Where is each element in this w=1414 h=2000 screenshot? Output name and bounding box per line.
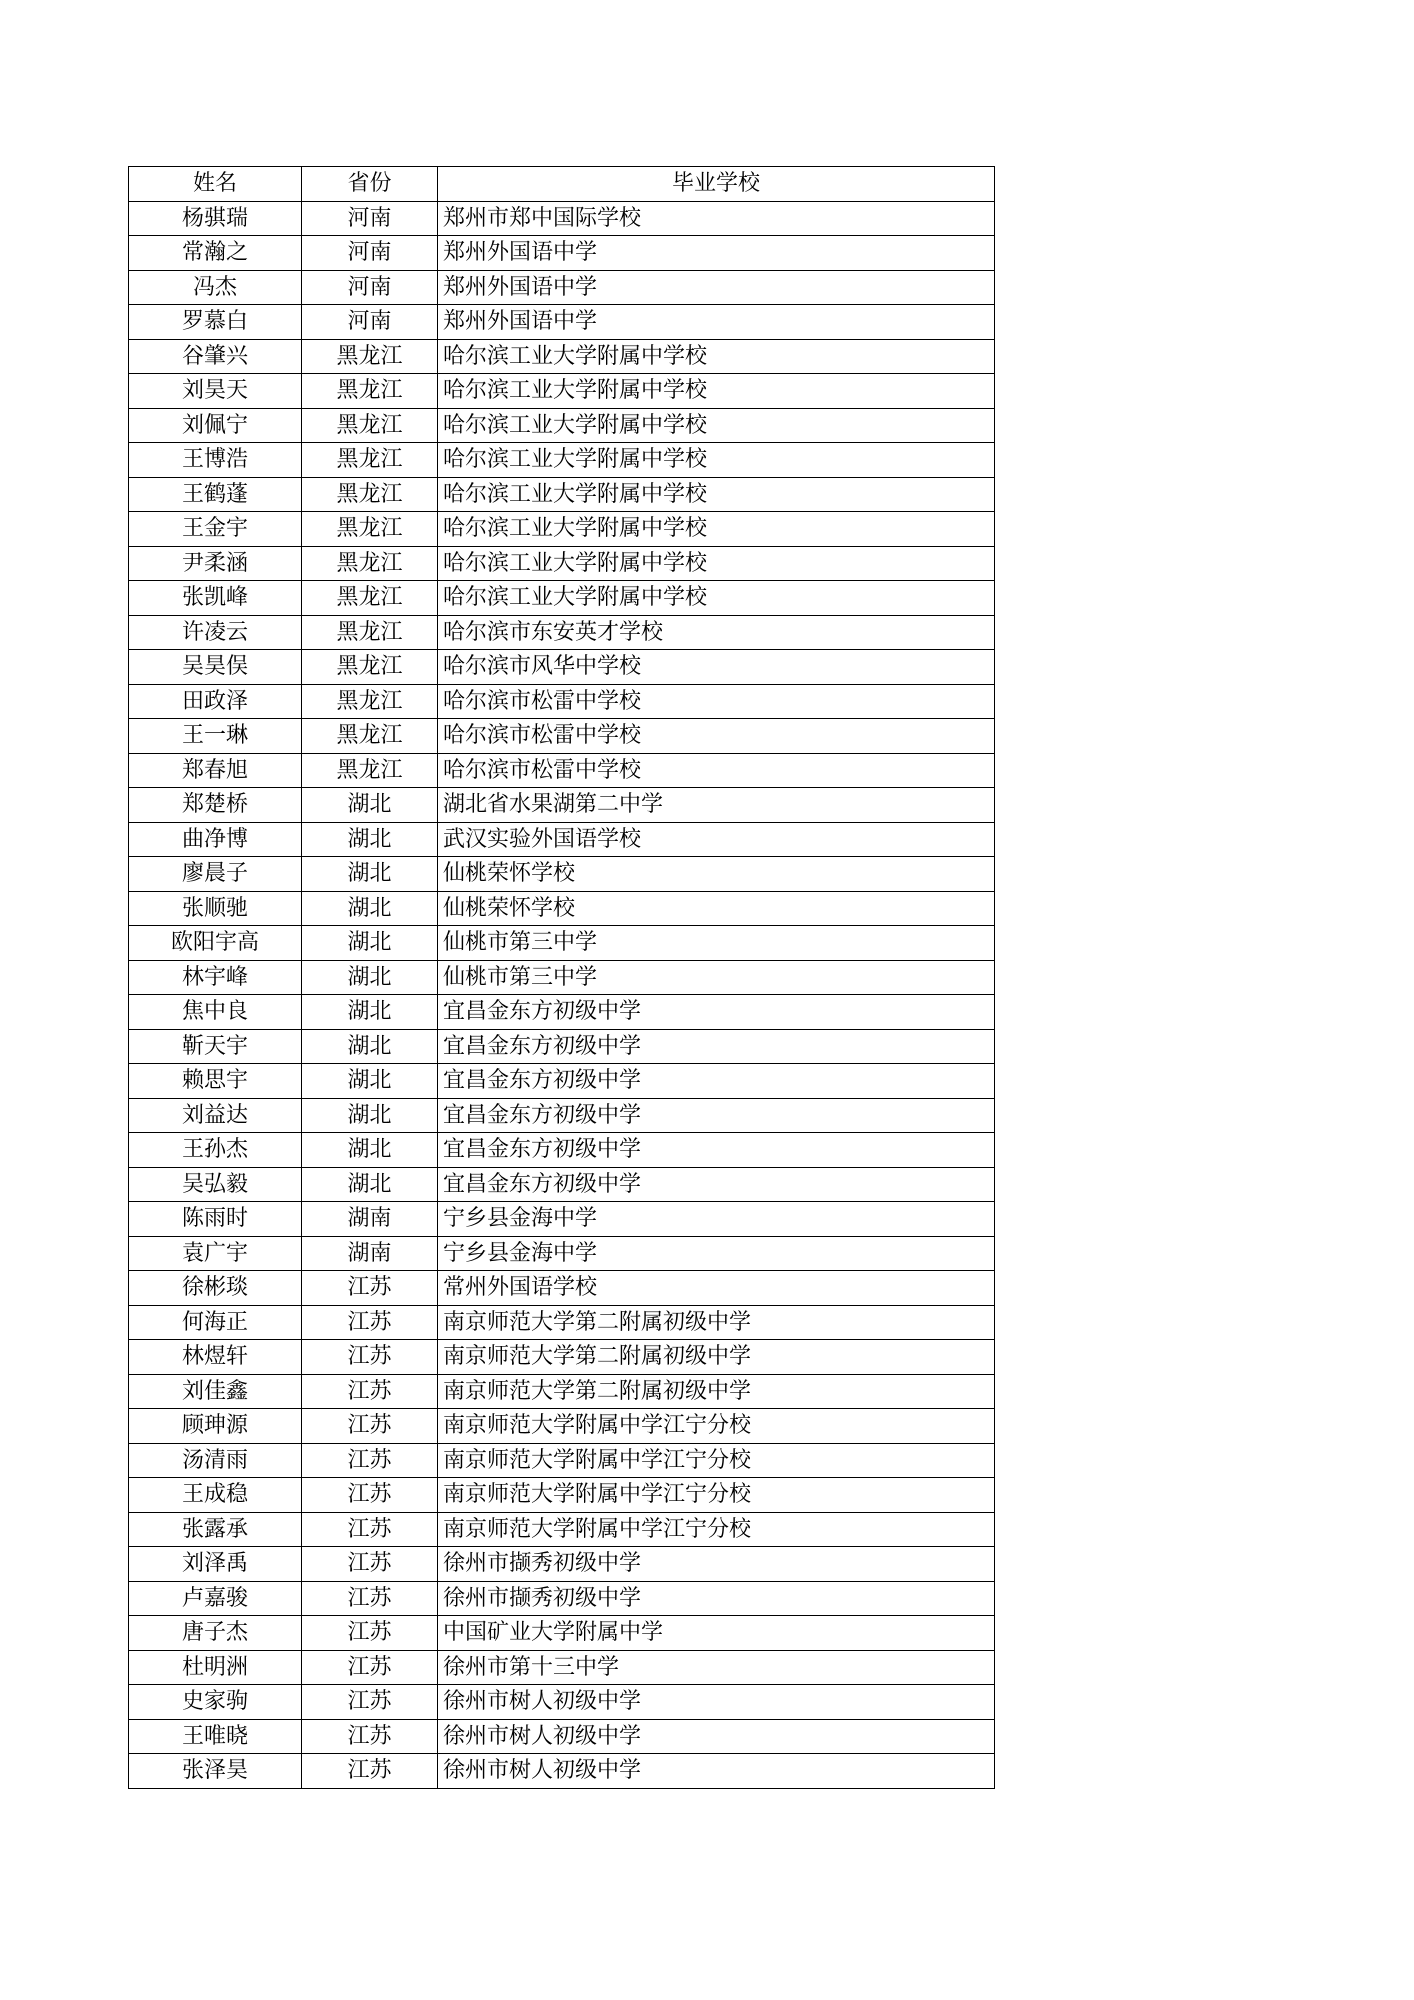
cell-name: 张凯峰 bbox=[129, 581, 302, 616]
cell-name: 冯杰 bbox=[129, 270, 302, 305]
cell-name: 王一琳 bbox=[129, 719, 302, 754]
cell-school: 哈尔滨市风华中学校 bbox=[438, 650, 995, 685]
cell-province: 湖北 bbox=[302, 1064, 438, 1099]
table-row bbox=[129, 1616, 995, 1651]
table-row bbox=[129, 926, 995, 961]
cell-name: 郑春旭 bbox=[129, 753, 302, 788]
table-row bbox=[129, 1754, 995, 1789]
cell-name: 杜明洲 bbox=[129, 1650, 302, 1685]
table-row bbox=[129, 1374, 995, 1409]
cell-province: 河南 bbox=[302, 270, 438, 305]
cell-province: 江苏 bbox=[302, 1478, 438, 1513]
cell-province: 湖南 bbox=[302, 1202, 438, 1237]
table-row bbox=[129, 753, 995, 788]
cell-name: 汤清雨 bbox=[129, 1443, 302, 1478]
cell-school: 宁乡县金海中学 bbox=[438, 1236, 995, 1271]
table-row bbox=[129, 1236, 995, 1271]
cell-school: 哈尔滨市松雷中学校 bbox=[438, 719, 995, 754]
table-row bbox=[129, 512, 995, 547]
table-row bbox=[129, 1650, 995, 1685]
cell-name: 郑楚桥 bbox=[129, 788, 302, 823]
table-row bbox=[129, 684, 995, 719]
cell-school: 南京师范大学第二附属初级中学 bbox=[438, 1305, 995, 1340]
cell-name: 刘益达 bbox=[129, 1098, 302, 1133]
cell-school: 徐州市树人初级中学 bbox=[438, 1754, 995, 1789]
cell-name: 田政泽 bbox=[129, 684, 302, 719]
cell-province: 湖北 bbox=[302, 822, 438, 857]
cell-province: 江苏 bbox=[302, 1650, 438, 1685]
table-row bbox=[129, 995, 995, 1030]
table-row bbox=[129, 408, 995, 443]
cell-province: 黑龙江 bbox=[302, 581, 438, 616]
table-row bbox=[129, 650, 995, 685]
table-row bbox=[129, 1202, 995, 1237]
cell-school: 南京师范大学第二附属初级中学 bbox=[438, 1374, 995, 1409]
cell-province: 黑龙江 bbox=[302, 374, 438, 409]
cell-province: 河南 bbox=[302, 305, 438, 340]
cell-name: 赖思宇 bbox=[129, 1064, 302, 1099]
cell-name: 刘泽禹 bbox=[129, 1547, 302, 1582]
cell-name: 刘昊天 bbox=[129, 374, 302, 409]
cell-name: 史家驹 bbox=[129, 1685, 302, 1720]
cell-school: 湖北省水果湖第二中学 bbox=[438, 788, 995, 823]
cell-school: 宜昌金东方初级中学 bbox=[438, 1064, 995, 1099]
cell-school: 哈尔滨市松雷中学校 bbox=[438, 753, 995, 788]
cell-school: 郑州外国语中学 bbox=[438, 305, 995, 340]
cell-name: 徐彬琰 bbox=[129, 1271, 302, 1306]
column-header-province: 省份 bbox=[302, 167, 438, 202]
cell-province: 湖北 bbox=[302, 1029, 438, 1064]
cell-school: 南京师范大学附属中学江宁分校 bbox=[438, 1409, 995, 1444]
cell-school: 徐州市撷秀初级中学 bbox=[438, 1547, 995, 1582]
cell-province: 江苏 bbox=[302, 1512, 438, 1547]
cell-school: 哈尔滨工业大学附属中学校 bbox=[438, 408, 995, 443]
table-row bbox=[129, 581, 995, 616]
cell-school: 南京师范大学附属中学江宁分校 bbox=[438, 1512, 995, 1547]
cell-school: 武汉实验外国语学校 bbox=[438, 822, 995, 857]
table-row bbox=[129, 1133, 995, 1168]
cell-name: 刘佩宁 bbox=[129, 408, 302, 443]
cell-name: 张泽昊 bbox=[129, 1754, 302, 1789]
table-row bbox=[129, 1098, 995, 1133]
cell-province: 黑龙江 bbox=[302, 650, 438, 685]
cell-school: 仙桃荣怀学校 bbox=[438, 891, 995, 926]
cell-province: 黑龙江 bbox=[302, 719, 438, 754]
cell-province: 江苏 bbox=[302, 1340, 438, 1375]
table-body bbox=[129, 201, 995, 1788]
table-row bbox=[129, 1581, 995, 1616]
cell-province: 黑龙江 bbox=[302, 443, 438, 478]
table-row bbox=[129, 960, 995, 995]
cell-name: 尹柔涵 bbox=[129, 546, 302, 581]
cell-name: 吴昊俣 bbox=[129, 650, 302, 685]
cell-province: 湖北 bbox=[302, 857, 438, 892]
cell-school: 宜昌金东方初级中学 bbox=[438, 995, 995, 1030]
cell-province: 江苏 bbox=[302, 1685, 438, 1720]
table-row bbox=[129, 1340, 995, 1375]
table-row bbox=[129, 1547, 995, 1582]
cell-school: 宜昌金东方初级中学 bbox=[438, 1167, 995, 1202]
cell-school: 宜昌金东方初级中学 bbox=[438, 1133, 995, 1168]
cell-name: 曲净博 bbox=[129, 822, 302, 857]
cell-province: 江苏 bbox=[302, 1719, 438, 1754]
cell-school: 郑州外国语中学 bbox=[438, 236, 995, 271]
cell-name: 王鹤蓬 bbox=[129, 477, 302, 512]
cell-province: 湖北 bbox=[302, 926, 438, 961]
table-row bbox=[129, 615, 995, 650]
cell-school: 仙桃市第三中学 bbox=[438, 960, 995, 995]
cell-school: 宜昌金东方初级中学 bbox=[438, 1098, 995, 1133]
cell-school: 徐州市第十三中学 bbox=[438, 1650, 995, 1685]
cell-school: 宁乡县金海中学 bbox=[438, 1202, 995, 1237]
cell-school: 哈尔滨市东安英才学校 bbox=[438, 615, 995, 650]
cell-province: 江苏 bbox=[302, 1305, 438, 1340]
cell-name: 林煜轩 bbox=[129, 1340, 302, 1375]
cell-province: 黑龙江 bbox=[302, 684, 438, 719]
cell-school: 哈尔滨工业大学附属中学校 bbox=[438, 443, 995, 478]
cell-name: 谷肇兴 bbox=[129, 339, 302, 374]
column-header-name: 姓名 bbox=[129, 167, 302, 202]
table-row bbox=[129, 1719, 995, 1754]
table-row bbox=[129, 201, 995, 236]
table-row bbox=[129, 719, 995, 754]
cell-name: 刘佳鑫 bbox=[129, 1374, 302, 1409]
cell-school: 南京师范大学附属中学江宁分校 bbox=[438, 1478, 995, 1513]
table-row bbox=[129, 305, 995, 340]
cell-province: 江苏 bbox=[302, 1409, 438, 1444]
table-row bbox=[129, 1305, 995, 1340]
cell-province: 湖北 bbox=[302, 1133, 438, 1168]
cell-name: 罗慕白 bbox=[129, 305, 302, 340]
table-row bbox=[129, 1409, 995, 1444]
cell-school: 郑州外国语中学 bbox=[438, 270, 995, 305]
cell-name: 王博浩 bbox=[129, 443, 302, 478]
cell-name: 欧阳宇高 bbox=[129, 926, 302, 961]
table-row bbox=[129, 788, 995, 823]
table-row bbox=[129, 857, 995, 892]
cell-province: 江苏 bbox=[302, 1271, 438, 1306]
table-row bbox=[129, 546, 995, 581]
cell-province: 河南 bbox=[302, 201, 438, 236]
cell-province: 黑龙江 bbox=[302, 339, 438, 374]
cell-province: 黑龙江 bbox=[302, 753, 438, 788]
table-row bbox=[129, 1029, 995, 1064]
cell-province: 黑龙江 bbox=[302, 546, 438, 581]
cell-school: 南京师范大学第二附属初级中学 bbox=[438, 1340, 995, 1375]
cell-school: 哈尔滨工业大学附属中学校 bbox=[438, 512, 995, 547]
cell-school: 南京师范大学附属中学江宁分校 bbox=[438, 1443, 995, 1478]
table-row bbox=[129, 1512, 995, 1547]
column-header-school: 毕业学校 bbox=[438, 167, 995, 202]
cell-name: 袁广宇 bbox=[129, 1236, 302, 1271]
cell-school: 常州外国语学校 bbox=[438, 1271, 995, 1306]
cell-name: 张露承 bbox=[129, 1512, 302, 1547]
cell-school: 郑州市郑中国际学校 bbox=[438, 201, 995, 236]
table-row bbox=[129, 1271, 995, 1306]
cell-name: 吴弘毅 bbox=[129, 1167, 302, 1202]
cell-province: 湖北 bbox=[302, 1098, 438, 1133]
cell-province: 黑龙江 bbox=[302, 477, 438, 512]
cell-school: 哈尔滨工业大学附属中学校 bbox=[438, 581, 995, 616]
cell-school: 哈尔滨市松雷中学校 bbox=[438, 684, 995, 719]
cell-school: 宜昌金东方初级中学 bbox=[438, 1029, 995, 1064]
cell-province: 江苏 bbox=[302, 1616, 438, 1651]
cell-name: 王孙杰 bbox=[129, 1133, 302, 1168]
cell-name: 唐子杰 bbox=[129, 1616, 302, 1651]
table-row bbox=[129, 236, 995, 271]
cell-school: 仙桃荣怀学校 bbox=[438, 857, 995, 892]
cell-name: 杨骐瑞 bbox=[129, 201, 302, 236]
cell-school: 哈尔滨工业大学附属中学校 bbox=[438, 339, 995, 374]
cell-province: 湖北 bbox=[302, 995, 438, 1030]
cell-school: 哈尔滨工业大学附属中学校 bbox=[438, 374, 995, 409]
table-row bbox=[129, 477, 995, 512]
cell-province: 湖北 bbox=[302, 891, 438, 926]
cell-province: 江苏 bbox=[302, 1581, 438, 1616]
cell-name: 林宇峰 bbox=[129, 960, 302, 995]
cell-province: 湖南 bbox=[302, 1236, 438, 1271]
cell-school: 徐州市树人初级中学 bbox=[438, 1719, 995, 1754]
cell-school: 仙桃市第三中学 bbox=[438, 926, 995, 961]
cell-province: 湖北 bbox=[302, 788, 438, 823]
cell-province: 黑龙江 bbox=[302, 615, 438, 650]
table-row bbox=[129, 891, 995, 926]
table-row bbox=[129, 822, 995, 857]
cell-province: 江苏 bbox=[302, 1547, 438, 1582]
cell-province: 江苏 bbox=[302, 1374, 438, 1409]
table-row bbox=[129, 1167, 995, 1202]
cell-school: 徐州市树人初级中学 bbox=[438, 1685, 995, 1720]
cell-province: 江苏 bbox=[302, 1754, 438, 1789]
student-table bbox=[128, 166, 995, 1789]
table-row bbox=[129, 339, 995, 374]
table-row bbox=[129, 443, 995, 478]
cell-province: 河南 bbox=[302, 236, 438, 271]
cell-province: 湖北 bbox=[302, 960, 438, 995]
table-row bbox=[129, 1443, 995, 1478]
cell-name: 廖晨子 bbox=[129, 857, 302, 892]
cell-school: 哈尔滨工业大学附属中学校 bbox=[438, 546, 995, 581]
table-row bbox=[129, 1685, 995, 1720]
table-row bbox=[129, 270, 995, 305]
cell-name: 陈雨时 bbox=[129, 1202, 302, 1237]
cell-name: 王成稳 bbox=[129, 1478, 302, 1513]
cell-school: 徐州市撷秀初级中学 bbox=[438, 1581, 995, 1616]
table-row bbox=[129, 374, 995, 409]
cell-name: 张顺驰 bbox=[129, 891, 302, 926]
cell-province: 湖北 bbox=[302, 1167, 438, 1202]
cell-name: 何海正 bbox=[129, 1305, 302, 1340]
cell-name: 焦中良 bbox=[129, 995, 302, 1030]
cell-province: 黑龙江 bbox=[302, 408, 438, 443]
cell-name: 卢嘉骏 bbox=[129, 1581, 302, 1616]
cell-name: 王金宇 bbox=[129, 512, 302, 547]
cell-school: 中国矿业大学附属中学 bbox=[438, 1616, 995, 1651]
cell-name: 许凌云 bbox=[129, 615, 302, 650]
cell-province: 江苏 bbox=[302, 1443, 438, 1478]
table-row bbox=[129, 1478, 995, 1513]
cell-school: 哈尔滨工业大学附属中学校 bbox=[438, 477, 995, 512]
table-row bbox=[129, 1064, 995, 1099]
table-header-row bbox=[129, 167, 995, 202]
cell-name: 靳天宇 bbox=[129, 1029, 302, 1064]
cell-name: 王唯晓 bbox=[129, 1719, 302, 1754]
cell-province: 黑龙江 bbox=[302, 512, 438, 547]
cell-name: 常瀚之 bbox=[129, 236, 302, 271]
cell-name: 顾珅源 bbox=[129, 1409, 302, 1444]
